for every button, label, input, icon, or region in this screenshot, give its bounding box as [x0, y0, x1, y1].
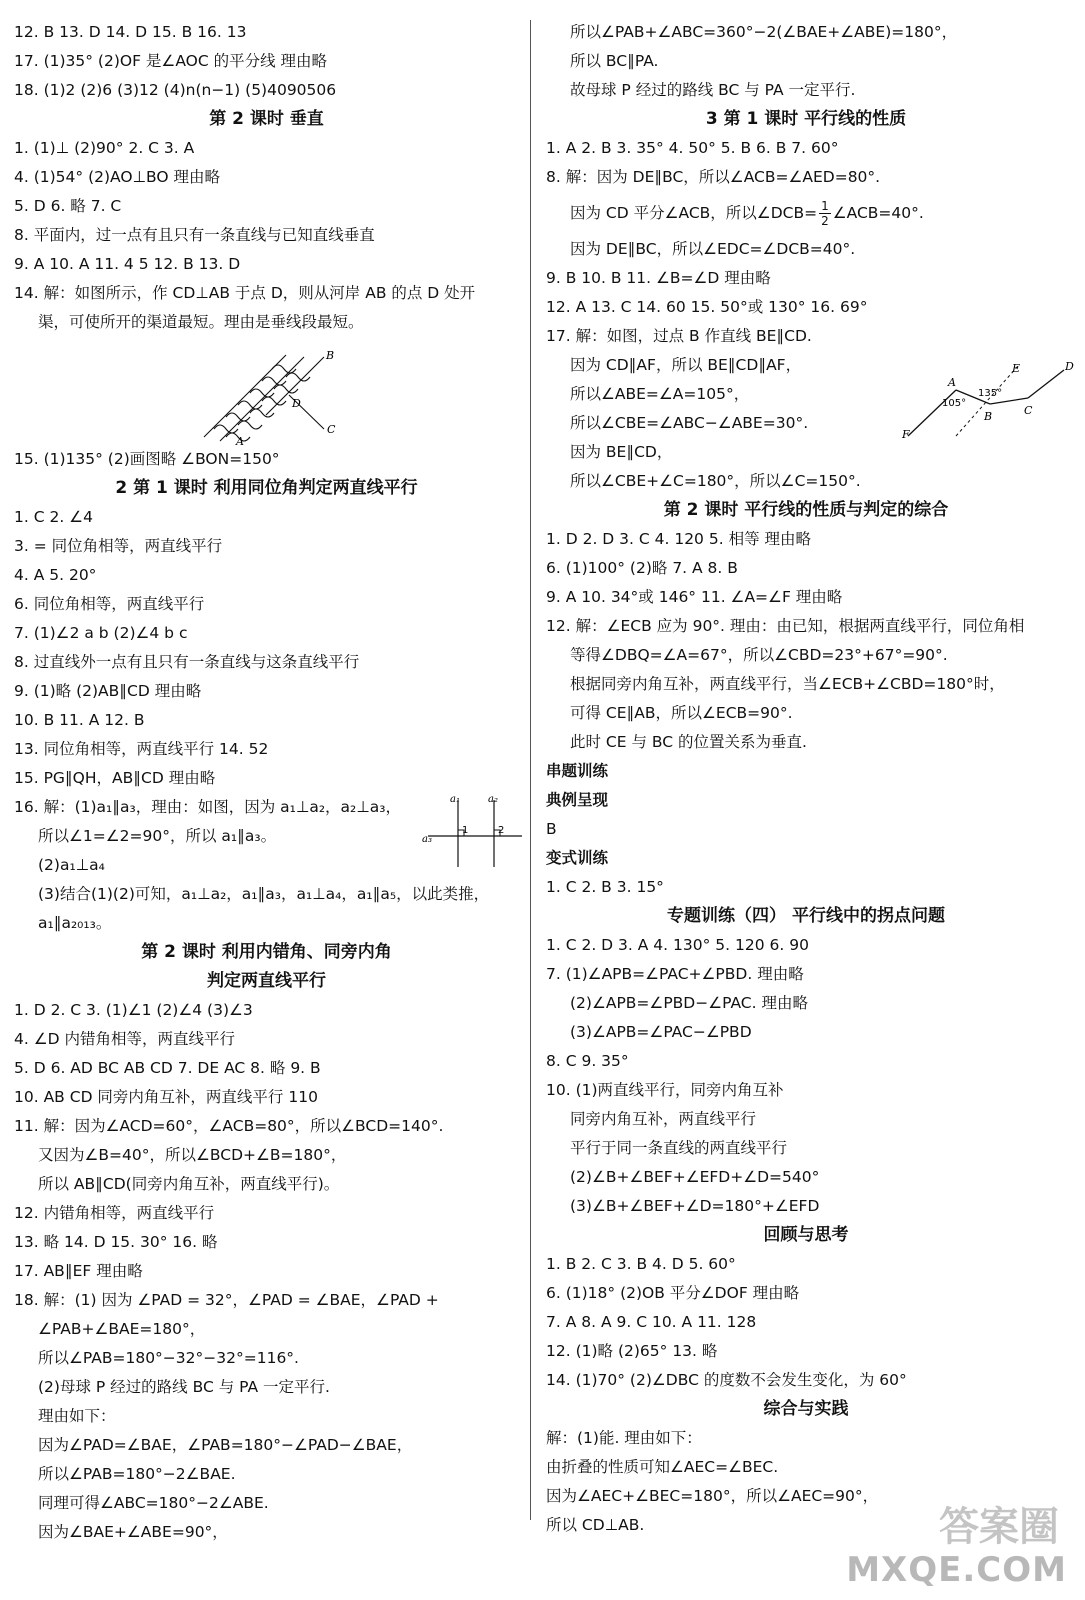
- text-line: 4. (1)54° (2)AO⊥BO 理由略: [14, 168, 221, 186]
- label-2: 2: [498, 825, 505, 836]
- text-line: 解：(1)能. 理由如下：: [546, 1429, 702, 1447]
- text-line: 所以 BC∥PA.: [570, 52, 659, 70]
- text-line: 8. 过直线外一点有且只有一条直线与这条直线平行: [14, 653, 360, 671]
- watermark-url: MXQE.COM: [846, 1550, 1067, 1590]
- watermark-logo: 答案圈: [939, 1504, 1059, 1550]
- text-line: 10. AB CD 同旁内角互补，两直线平行 110: [14, 1088, 318, 1106]
- label-D: D: [1065, 360, 1074, 373]
- label-105: 105°: [942, 398, 967, 409]
- figure-zigzag: [898, 358, 1078, 448]
- label-D: D: [292, 397, 301, 410]
- text-line: 17. AB∥EF 理由略: [14, 1262, 143, 1280]
- label-a3: a₂: [488, 794, 498, 805]
- text-line: 1. B 2. C 3. B 4. D 5. 60°: [546, 1255, 736, 1273]
- text-line: 9. A 10. A 11. 4 5 12. B 13. D: [14, 255, 241, 273]
- text-line: 9. B 10. B 11. ∠B=∠D 理由略: [546, 269, 771, 287]
- text-line: 10. (1)两直线平行，同旁内角互补: [546, 1081, 784, 1099]
- label-C: C: [1024, 404, 1033, 417]
- text-line: 7. (1)∠APB=∠PAC+∠PBD. 理由略: [546, 965, 804, 983]
- fraction-prefix: 因为 CD 平分∠ACB，所以∠DCB=: [570, 204, 818, 222]
- text-line: 1. C 2. D 3. A 4. 130° 5. 120 6. 90: [546, 936, 809, 954]
- section-heading: 第 2 课时 利用内错角、同旁内角: [141, 942, 392, 962]
- text-line: 17. 解：如图，过点 B 作直线 BE∥CD.: [546, 327, 812, 345]
- section-heading: 第 2 课时 垂直: [209, 109, 324, 129]
- text-line: 8. 解：因为 DE∥BC，所以∠ACB=∠AED=80°.: [546, 168, 881, 186]
- text-line: 1. D 2. D 3. C 4. 120 5. 相等 理由略: [546, 530, 811, 548]
- text-line: 所以∠PAB=180°−2∠BAE.: [38, 1465, 236, 1483]
- text-line: 1. A 2. B 3. 35° 4. 50° 5. B 6. B 7. 60°: [546, 139, 839, 157]
- text-line: 12. 内错角相等，两直线平行: [14, 1204, 215, 1222]
- text-line: 因为∠BAE+∠ABE=90°，: [38, 1523, 228, 1541]
- text-line: 所以 CD⊥AB.: [546, 1516, 645, 1534]
- text-line: 所以∠PAB=180°−32°−32°=116°.: [38, 1349, 299, 1367]
- text-line: 所以 AB∥CD(同旁内角互补，两直线平行)。: [38, 1175, 340, 1193]
- subsection-label: 串题训练: [546, 762, 609, 780]
- text-line: 6. (1)100° (2)略 7. A 8. B: [546, 559, 738, 577]
- left-column: [14, 18, 519, 1547]
- text-line: a₁∥a₂₀₁₃。: [38, 914, 112, 932]
- text-line: 12. B 13. D 14. D 15. B 16. 13: [14, 23, 247, 41]
- text-line: 同理可得∠ABC=180°−2∠ABE.: [38, 1494, 269, 1512]
- text-line: 因为 DE∥BC，所以∠EDC=∠DCB=40°.: [570, 240, 856, 258]
- text-line: 9. A 10. 34°或 146° 11. ∠A=∠F 理由略: [546, 588, 843, 606]
- figure-parallel-lines: [420, 792, 530, 872]
- text-line: 12. 解：∠ECB 应为 90°. 理由：由已知，根据两直线平行，同位角相: [546, 617, 1025, 635]
- section-heading: 综合与实践: [763, 1399, 849, 1419]
- label-135: 135°: [978, 388, 1003, 399]
- text-line: 4. ∠D 内错角相等，两直线平行: [14, 1030, 235, 1048]
- text-line: 12. A 13. C 14. 60 15. 50°或 130° 16. 69°: [546, 298, 868, 316]
- text-line: 可得 CE∥AB，所以∠ECB=90°.: [570, 704, 793, 722]
- text-line: (3)∠APB=∠PAC−∠PBD: [570, 1023, 752, 1041]
- text-line: 5. D 6. 略 7. C: [14, 197, 122, 215]
- column-divider: [530, 20, 531, 1520]
- text-line: 6. 同位角相等，两直线平行: [14, 595, 205, 613]
- label-a1: a₁: [450, 794, 460, 805]
- text-line: 理由如下：: [38, 1407, 116, 1425]
- text-line: 10. B 11. A 12. B: [14, 711, 145, 729]
- text-line: 4. A 5. 20°: [14, 566, 97, 584]
- text-line: B: [546, 820, 557, 838]
- text-line: 渠，可使所开的渠道最短。理由是垂线段最短。: [38, 313, 364, 331]
- text-line: 等得∠DBQ=∠A=67°，所以∠CBD=23°+67°=90°.: [570, 646, 948, 664]
- label-A: A: [948, 376, 956, 389]
- text-line: 因为∠AEC+∠BEC=180°，所以∠AEC=90°，: [546, 1487, 879, 1505]
- text-line: 因为∠PAD=∠BAE，∠PAB=180°−∠PAD−∠BAE，: [38, 1436, 413, 1454]
- text-line: 1. C 2. B 3. 15°: [546, 878, 664, 896]
- text-line: 7. A 8. A 9. C 10. A 11. 128: [546, 1313, 757, 1331]
- text-line: 16. 解：(1)a₁∥a₃，理由：如图，因为 a₁⊥a₂，a₂⊥a₃，: [14, 798, 401, 816]
- label-B: B: [326, 349, 335, 362]
- label-F: F: [902, 428, 910, 441]
- text-line: 所以∠CBE=∠ABC−∠ABE=30°.: [570, 414, 809, 432]
- text-line: 18. (1)2 (2)6 (3)12 (4)n(n−1) (5)4090506: [14, 81, 337, 99]
- text-line: 1. (1)⊥ (2)90° 2. C 3. A: [14, 139, 195, 157]
- section-heading: 3 第 1 课时 平行线的性质: [705, 109, 907, 129]
- right-column: [546, 18, 1066, 1540]
- section-heading: 第 2 课时 平行线的性质与判定的综合: [663, 500, 949, 520]
- text-line: 同旁内角互补，两直线平行: [570, 1110, 757, 1128]
- text-line: 根据同旁内角互补，两直线平行，当∠ECB+∠CBD=180°时，: [570, 675, 1005, 693]
- text-line: 所以∠PAB+∠ABC=360°−2(∠BAE+∠ABE)=180°，: [570, 23, 958, 41]
- text-line: 所以∠ABE=∠A=105°，: [570, 385, 750, 403]
- figure-river-channel: [14, 337, 519, 445]
- text-line: ∠PAB+∠BAE=180°，: [38, 1320, 206, 1338]
- text-line: (2)a₁⊥a₄: [38, 856, 105, 874]
- section-heading: 回顾与思考: [763, 1225, 849, 1245]
- text-line: 5. D 6. AD BC AB CD 7. DE AC 8. 略 9. B: [14, 1059, 321, 1077]
- text-line: 此时 CE 与 BC 的位置关系为垂直.: [570, 733, 807, 751]
- label-E: E: [1012, 362, 1021, 375]
- text-line: 1. D 2. C 3. (1)∠1 (2)∠4 (3)∠3: [14, 1001, 253, 1019]
- text-line: 又因为∠B=40°，所以∠BCD+∠B=180°，: [38, 1146, 347, 1164]
- text-line: 故母球 P 经过的路线 BC 与 PA 一定平行.: [570, 81, 856, 99]
- text-line: 11. 解：因为∠ACD=60°，∠ACB=80°，所以∠BCD=140°.: [14, 1117, 444, 1135]
- text-line: 3. = 同位角相等，两直线平行: [14, 537, 223, 555]
- section-heading: 专题训练（四） 平行线中的拐点问题: [667, 906, 945, 926]
- text-line: 13. 同位角相等，两直线平行 14. 52: [14, 740, 269, 758]
- text-line: (3)∠B+∠BEF+∠D=180°+∠EFD: [570, 1197, 820, 1215]
- text-line: 因为 BE∥CD，: [570, 443, 673, 461]
- text-line: 17. (1)35° (2)OF 是∠AOC 的平分线 理由略: [14, 52, 328, 70]
- text-line: 14. (1)70° (2)∠DBC 的度数不会发生变化，为 60°: [546, 1371, 907, 1389]
- text-line: 13. 略 14. D 15. 30° 16. 略: [14, 1233, 218, 1251]
- text-line: 因为 CD∥AF，所以 BE∥CD∥AF，: [570, 356, 802, 374]
- text-line: 7. (1)∠2 a b (2)∠4 b c: [14, 624, 188, 642]
- text-line: 12. (1)略 (2)65° 13. 略: [546, 1342, 718, 1360]
- subsection-label: 变式训练: [546, 849, 609, 867]
- label-a2: a₃: [422, 834, 432, 845]
- text-line: 18. 解：(1) 因为 ∠PAD = 32°，∠PAD = ∠BAE，∠PAD +: [14, 1291, 439, 1309]
- text-line: (2)∠B+∠BEF+∠EFD+∠D=540°: [570, 1168, 820, 1186]
- text-line: 15. (1)135° (2)画图略 ∠BON=150°: [14, 450, 280, 468]
- text-line: 8. 平面内，过一点有且只有一条直线与已知直线垂直: [14, 226, 375, 244]
- text-line: (3)结合(1)(2)可知，a₁⊥a₂，a₁∥a₃，a₁⊥a₄，a₁∥a₅，以此类推，: [38, 885, 490, 903]
- text-line: 所以∠1=∠2=90°，所以 a₁∥a₃。: [38, 827, 277, 845]
- text-line: (2)∠APB=∠PBD−∠PAC. 理由略: [570, 994, 808, 1012]
- label-1: 1: [462, 825, 469, 836]
- section-heading: 判定两直线平行: [207, 971, 326, 991]
- text-line: 1. C 2. ∠4: [14, 508, 93, 526]
- fraction: $\frac{1}{2}$: [821, 199, 829, 228]
- text-line: [546, 192, 1066, 235]
- text-line: 14. 解：如图所示，作 CD⊥AB 于点 D，则从河岸 AB 的点 D 处开: [14, 284, 476, 302]
- text-line: (2)母球 P 经过的路线 BC 与 PA 一定平行.: [38, 1378, 330, 1396]
- text-line: 6. (1)18° (2)OB 平分∠DOF 理由略: [546, 1284, 800, 1302]
- text-line: 8. C 9. 35°: [546, 1052, 629, 1070]
- text-line: 由折叠的性质可知∠AEC=∠BEC.: [546, 1458, 779, 1476]
- label-B: B: [984, 410, 993, 423]
- text-line: 所以∠CBE+∠C=180°，所以∠C=150°.: [570, 472, 861, 490]
- text-line: 15. PG∥QH，AB∥CD 理由略: [14, 769, 216, 787]
- subsection-label: 典例呈现: [546, 791, 609, 809]
- fraction-suffix: ∠ACB=40°.: [832, 204, 924, 222]
- section-heading: 2 第 1 课时 利用同位角判定两直线平行: [115, 478, 418, 498]
- label-C: C: [327, 423, 336, 436]
- label-A: A: [236, 435, 244, 445]
- text-line: 平行于同一条直线的两直线平行: [570, 1139, 788, 1157]
- text-line: 9. (1)略 (2)AB∥CD 理由略: [14, 682, 202, 700]
